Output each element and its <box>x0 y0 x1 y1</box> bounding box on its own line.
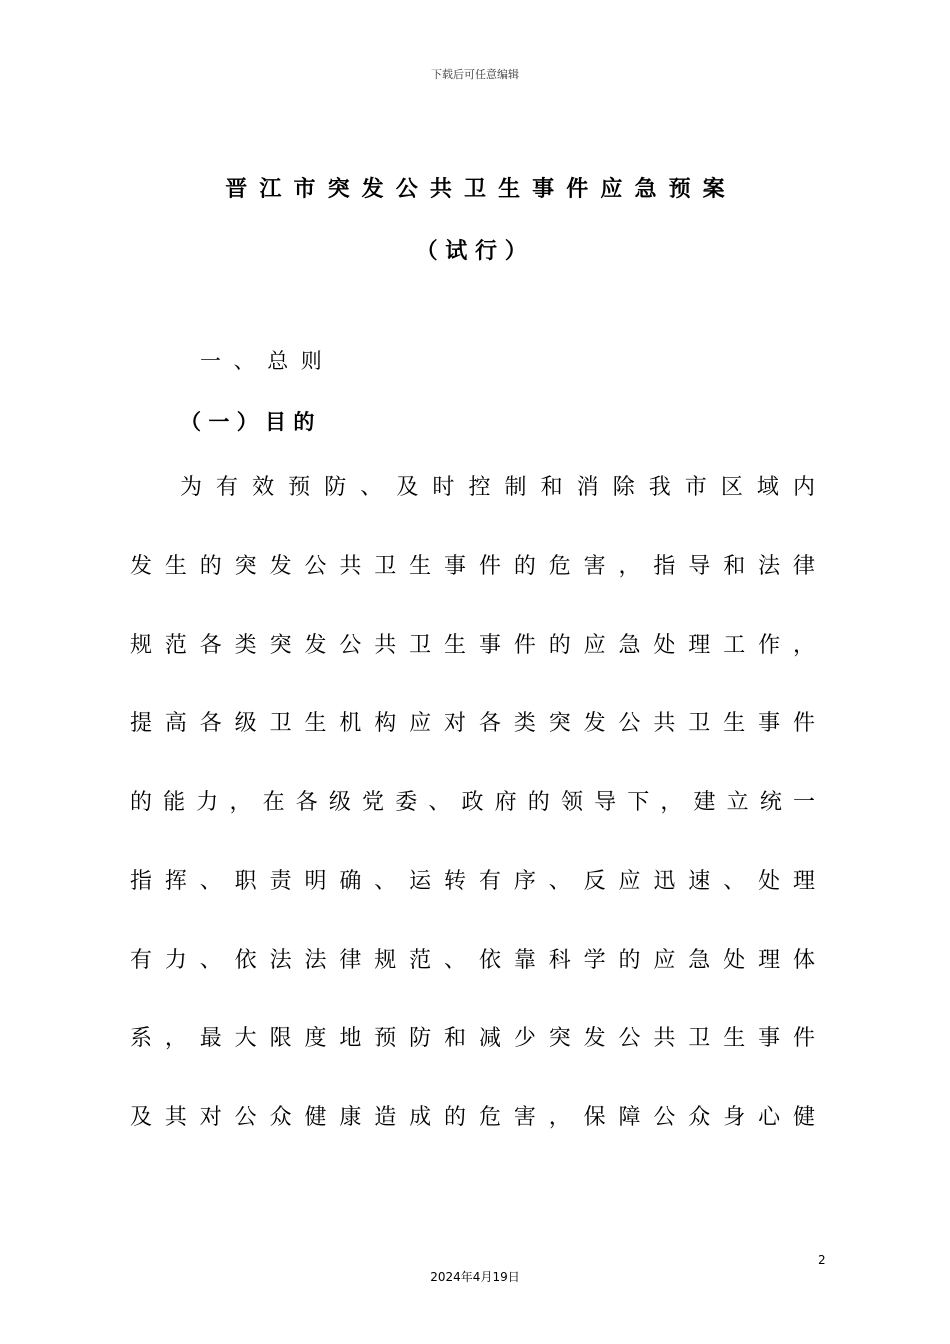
page-header: 下载后可任意编辑 <box>431 68 519 81</box>
body-line: 及其对公众健康造成的危害，保障公众身心健 <box>130 1105 815 1130</box>
body-line: 发生的突发公共卫生事件的危害，指导和法律 <box>130 554 815 579</box>
subsection-heading: （一）目的 <box>180 410 322 434</box>
body-line: 有力、依法法律规范、依靠科学的应急处理体 <box>130 948 815 973</box>
section-heading: 一、总则 <box>200 349 335 373</box>
body-line: 的能力，在各级党委、政府的领导下，建立统一 <box>130 790 815 815</box>
page-footer-date: 2024年4月19日 <box>430 1270 520 1284</box>
page-number: 2 <box>818 1253 826 1267</box>
document-subtitle: （试行） <box>415 239 535 264</box>
body-line: 指挥、职责明确、运转有序、反应迅速、处理 <box>130 869 815 894</box>
body-line: 规范各类突发公共卫生事件的应急处理工作， <box>130 633 815 658</box>
body-line: 提高各级卫生机构应对各类突发公共卫生事件 <box>130 711 815 736</box>
body-line: 系，最大限度地预防和减少突发公共卫生事件 <box>130 1026 815 1051</box>
document-title: 晋江市突发公共卫生事件应急预案 <box>225 177 737 202</box>
body-line: 为有效预防、及时控制和消除我市区域内 <box>180 475 815 500</box>
